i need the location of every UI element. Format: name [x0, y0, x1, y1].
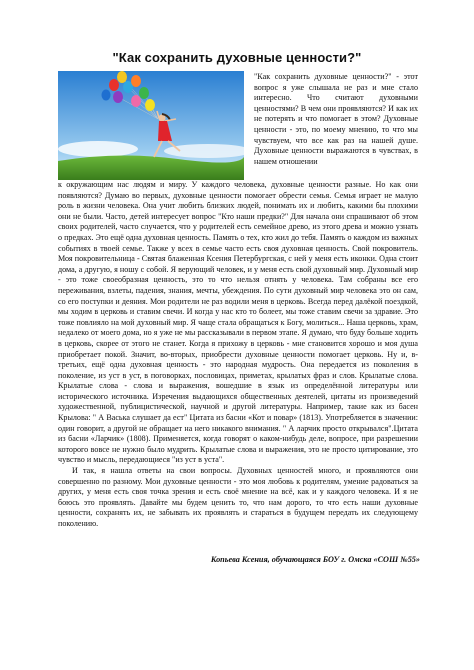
- paragraph-2: И так, я нашла ответы на свои вопросы. Духовных ценностей много, и проявляются они совершенно по разному. Мои духовные ценности - это моя любовь к родителям, умение радоваться за других, у меня есть своя точка зрения и есть своё мнение на всё, как и у каждого человека. И я не боюсь это проявлять. Давайте мы будем ценить то, что нам дорого, то что есть наши духовные ценности, сохранять их, не забывать их проявлять и стараться в будущем передать их следующему поколению.: [58, 466, 418, 528]
- author-signature: Копьева Ксения, обучающаяся БОУ г. Омска «СОШ №55»: [210, 555, 420, 564]
- jumping-girl-with-balloons-icon: [58, 71, 244, 180]
- illustration-photo: [58, 71, 244, 180]
- page-title: "Как сохранить духовные ценности?": [112, 50, 362, 65]
- article-body: [58, 180, 418, 530]
- paragraph-1: к окружающим нас людям и миру. У каждого человека, духовные ценности разные. Но как они появляются? Думаю во первых, духовные ценности помогает обрести семья. Семья играет не малую роль в жизни человека. Она учит любить близких людей, понимать их и любить, какими бы плохими они не были. Часто, детей интересует вопрос "Кто наши предки?" Для начала они спрашивают об этом своих родителей, часто случается, что у родителей есть семейное древо, из этого древа и можно узнать о предках. Это ещё одна духовная ценность. Память о тех, кто жил до тебя. Память о каждом из важных событиях в твоей семье. Также у всех в семье часто есть своя духовная ценность. Свой покровитель. Моя покровительница - Святая блаженная Ксения Петербургская, с ней у меня есть иконки. Одна стоит дома, а другую, я ношу с собой. Я верующий человек, и у меня есть свой духовный мир. Духовный мир - это тоже своеобразная ценность, это то что нельзя отнять у человека. Там собраны все его переживания, взлеты, падения, знания, мечты, убеждения. По сути духовный мир человека это он сам, со его поступки и деяния. Мои родители не раз водили меня в церковь. Всегда перед далёкой поездкой, мы ходим в церковь и ставим свечи. И когда у нас кто то болеет, мы тоже ставим свечи за здравие. Это тоже повлияло на мой духовный мир. Я чаще стала обращаться к Богу, молиться... Наша церковь, храм, недалеко от моего дома, но я уже не мы рассказывали в первом этапе. Я думаю, что буду больше ходить в церковь, скорее от этого не станет. Когда я прихожу в церковь - мне становится хорошо и моя душа приобретает покой. Значит, во-вторых, приобрести духовные ценности помогает церковь. Ну и, в-третьих, ещё одна духовная ценность - это народная мудрость. Она передается из поколения в поколение, из уст в уст, в поговорках, пословицах, приметах, крылатых фраз и слов. Крылатые слова. Крылатые слова - слова и выражения, вошедшие в язык из определённой литературы или исторического источника. Изречения выдающихся общественных деятелей, цитаты из произведений художественной, публицистической, научной и другой литературы. Например, такие как из басен Крылова: " А Васька слушает да ест" Цитата из басни «Кот и повар» (1813). Употребляется в значении: один говорит, а другой не обращает на него никакого внимания. " А ларчик просто открывался".Цитата из басни «Ларчик» (1808). Применяется, когда говорят о каком-нибудь деле, вопросе, при разрешении которого вовсе не нужно было мудрить. Крылатые слова и выражения, это не просто цитирование, это чувство и мысль, передающиеся "из уст в уста".: [58, 180, 418, 465]
- intro-paragraph: "Как сохранить духовные ценности?" - этот вопрос я уже слышала не раз и мне стало интересно. Что считают духовными ценностями? В чем они проявляются? И как их не потерять и что помогает в этом? Духовные ценности - это, по моему мнению, то что мы чувствуем, что все как раз на нашей душе. Духовные ценности выражаются в чувствах, в нашем отношении: [254, 72, 418, 166]
